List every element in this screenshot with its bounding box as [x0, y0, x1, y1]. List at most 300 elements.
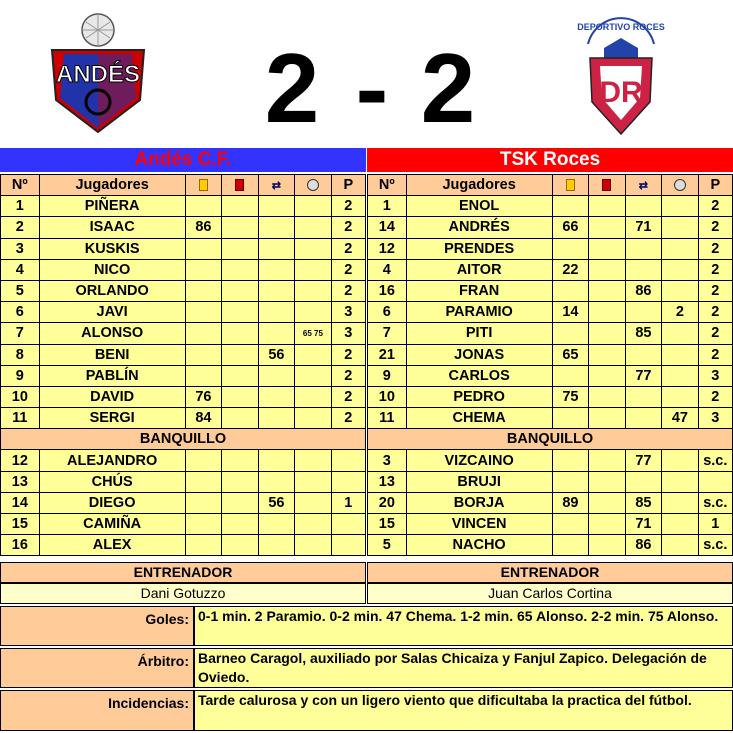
red-card-minute — [589, 450, 626, 471]
substitution-minute: 71 — [625, 217, 662, 238]
table-row — [1, 450, 366, 471]
player-points: 2 — [331, 344, 365, 365]
yellow-card-minute — [185, 365, 222, 386]
col-points: P — [698, 175, 732, 196]
table-row — [368, 514, 733, 535]
home-squad-table — [0, 174, 366, 556]
substitution-minute: 77 — [625, 450, 662, 471]
substitution-minute: 86 — [625, 535, 662, 556]
goal-minutes — [662, 259, 699, 280]
col-sub — [258, 175, 295, 196]
red-card-minute — [589, 217, 626, 238]
table-row — [1, 217, 366, 238]
player-number: 13 — [368, 471, 407, 492]
table-row — [368, 259, 733, 280]
player-name: ORLANDO — [39, 280, 185, 301]
goal-minutes — [295, 535, 332, 556]
player-number: 4 — [1, 259, 40, 280]
goal-minutes — [295, 302, 332, 323]
player-points: 1 — [331, 492, 365, 513]
substitution-minute — [625, 344, 662, 365]
player-number: 16 — [368, 280, 407, 301]
player-number: 9 — [1, 365, 40, 386]
col-red — [589, 175, 626, 196]
player-number: 16 — [1, 535, 40, 556]
player-number: 3 — [368, 450, 407, 471]
table-row — [368, 217, 733, 238]
table-row — [1, 302, 366, 323]
yellow-card-minute: 22 — [552, 259, 589, 280]
player-points — [331, 514, 365, 535]
substitution-icon: ⇄ — [638, 179, 648, 192]
score-separator: - — [355, 33, 389, 143]
player-name: PIÑERA — [39, 196, 185, 217]
red-card-minute — [222, 344, 259, 365]
col-players: Jugadores — [406, 175, 552, 196]
goal-minutes — [295, 386, 332, 407]
substitution-minute — [258, 514, 295, 535]
yellow-card-minute — [185, 535, 222, 556]
player-number: 11 — [1, 408, 40, 429]
substitution-minute — [625, 386, 662, 407]
roces-crest-icon — [577, 10, 665, 140]
player-points: 3 — [698, 365, 732, 386]
goal-minutes — [662, 217, 699, 238]
player-number: 1 — [1, 196, 40, 217]
goal-minutes — [295, 492, 332, 513]
player-points: 2 — [698, 259, 732, 280]
player-points: 3 — [331, 323, 365, 344]
player-name: NICO — [39, 259, 185, 280]
table-row — [1, 514, 366, 535]
player-points: 2 — [331, 196, 365, 217]
bench-header-row — [368, 429, 733, 450]
player-number: 1 — [368, 196, 407, 217]
player-number: 10 — [1, 386, 40, 407]
yellow-card-minute — [185, 323, 222, 344]
player-number: 7 — [1, 323, 40, 344]
player-points: 2 — [331, 386, 365, 407]
table-row — [368, 280, 733, 301]
goal-minutes — [295, 450, 332, 471]
table-row — [368, 450, 733, 471]
player-number: 5 — [1, 280, 40, 301]
goal-minutes — [662, 535, 699, 556]
player-points: 2 — [698, 280, 732, 301]
player-name: VINCEN — [406, 514, 552, 535]
yellow-card-minute — [185, 514, 222, 535]
player-name: ISAAC — [39, 217, 185, 238]
player-number: 6 — [1, 302, 40, 323]
yellow-card-minute — [552, 514, 589, 535]
player-points: 3 — [698, 408, 732, 429]
substitution-minute — [625, 238, 662, 259]
goals-label: Goles: — [0, 606, 194, 646]
player-number: 15 — [1, 514, 40, 535]
player-number: 12 — [368, 238, 407, 259]
andes-crest-icon — [44, 10, 152, 138]
player-points: 2 — [331, 217, 365, 238]
goal-minutes — [295, 471, 332, 492]
player-name: CHÚS — [39, 471, 185, 492]
red-card-minute — [222, 408, 259, 429]
bench-label: BANQUILLO — [368, 429, 733, 450]
yellow-card-minute: 14 — [552, 302, 589, 323]
ball-icon — [307, 179, 319, 191]
substitution-minute — [625, 259, 662, 280]
table-row — [368, 344, 733, 365]
substitution-minute — [625, 196, 662, 217]
yellow-card-minute — [552, 365, 589, 386]
table-row — [1, 408, 366, 429]
goal-minutes — [295, 408, 332, 429]
player-number: 9 — [368, 365, 407, 386]
player-points: 2 — [331, 408, 365, 429]
substitution-minute: 56 — [258, 344, 295, 365]
goal-minutes — [662, 514, 699, 535]
player-name: PITI — [406, 323, 552, 344]
table-row — [1, 471, 366, 492]
table-row — [1, 196, 366, 217]
red-card-icon — [602, 179, 611, 191]
substitution-minute — [258, 535, 295, 556]
player-number: 10 — [368, 386, 407, 407]
substitution-minute — [258, 365, 295, 386]
bench-header-row — [1, 429, 366, 450]
goal-minutes — [295, 344, 332, 365]
table-row — [1, 492, 366, 513]
substitution-minute — [625, 408, 662, 429]
table-row — [368, 365, 733, 386]
substitution-minute: 71 — [625, 514, 662, 535]
red-card-minute — [589, 238, 626, 259]
player-points: 3 — [331, 302, 365, 323]
table-row — [1, 238, 366, 259]
substitution-minute: 56 — [258, 492, 295, 513]
player-points: s.c. — [698, 535, 732, 556]
yellow-card-minute — [185, 259, 222, 280]
yellow-card-minute: 65 — [552, 344, 589, 365]
away-coach-label: ENTRENADOR — [367, 562, 733, 583]
goal-minutes — [662, 196, 699, 217]
player-number: 14 — [1, 492, 40, 513]
yellow-card-minute — [552, 450, 589, 471]
substitution-minute — [258, 302, 295, 323]
yellow-card-minute: 75 — [552, 386, 589, 407]
yellow-card-minute — [185, 196, 222, 217]
player-name: PRENDES — [406, 238, 552, 259]
substitution-minute — [625, 302, 662, 323]
player-points: 2 — [698, 323, 732, 344]
red-card-minute — [589, 492, 626, 513]
ball-icon — [674, 179, 686, 191]
table-row — [368, 471, 733, 492]
col-goal — [295, 175, 332, 196]
red-card-minute — [589, 535, 626, 556]
red-card-minute — [222, 535, 259, 556]
player-number: 8 — [1, 344, 40, 365]
col-yellow — [552, 175, 589, 196]
player-number: 2 — [1, 217, 40, 238]
away-team-name: TSK Roces — [367, 148, 733, 172]
incidents-text: Tarde calurosa y con un ligero viento que dificultaba la practica del fútbol. — [194, 690, 733, 731]
table-row — [368, 302, 733, 323]
substitution-minute — [258, 408, 295, 429]
substitution-icon: ⇄ — [271, 179, 281, 192]
table-row — [1, 365, 366, 386]
substitution-minute — [258, 238, 295, 259]
col-number: Nº — [1, 175, 40, 196]
player-name: ALEX — [39, 535, 185, 556]
red-card-minute — [222, 302, 259, 323]
table-row — [368, 408, 733, 429]
table-header-row — [1, 175, 366, 196]
substitution-minute — [625, 471, 662, 492]
goal-minutes — [295, 365, 332, 386]
substitution-minute — [258, 450, 295, 471]
player-name: VIZCAINO — [406, 450, 552, 471]
player-points — [331, 535, 365, 556]
away-squad-table — [367, 174, 733, 556]
red-card-minute — [589, 259, 626, 280]
yellow-card-minute: 89 — [552, 492, 589, 513]
table-row — [1, 280, 366, 301]
player-points: 2 — [698, 386, 732, 407]
player-number: 5 — [368, 535, 407, 556]
player-number: 15 — [368, 514, 407, 535]
yellow-card-minute — [185, 492, 222, 513]
goal-minutes — [662, 386, 699, 407]
yellow-card-icon — [199, 179, 208, 191]
player-name: CHEMA — [406, 408, 552, 429]
player-points: 2 — [331, 365, 365, 386]
goal-minutes — [295, 280, 332, 301]
table-row — [368, 535, 733, 556]
away-logo — [577, 10, 665, 140]
substitution-minute — [258, 259, 295, 280]
yellow-card-minute — [552, 280, 589, 301]
red-card-minute — [222, 492, 259, 513]
bench-label: BANQUILLO — [1, 429, 366, 450]
home-score: 2 — [264, 33, 320, 143]
home-logo — [44, 10, 152, 138]
player-points: s.c. — [698, 450, 732, 471]
player-name: CAMIÑA — [39, 514, 185, 535]
yellow-card-minute — [552, 323, 589, 344]
red-card-minute — [589, 323, 626, 344]
player-name: ALONSO — [39, 323, 185, 344]
player-number: 13 — [1, 471, 40, 492]
col-number: Nº — [368, 175, 407, 196]
player-number: 4 — [368, 259, 407, 280]
table-row — [1, 259, 366, 280]
player-name: PARAMIO — [406, 302, 552, 323]
col-sub — [625, 175, 662, 196]
player-name: BRUJI — [406, 471, 552, 492]
table-row — [1, 386, 366, 407]
substitution-minute — [258, 280, 295, 301]
goals-text: 0-1 min. 2 Paramio. 0-2 min. 47 Chema. 1-2 min. 65 Alonso. 2-2 min. 75 Alonso. — [194, 606, 733, 646]
red-card-minute — [589, 365, 626, 386]
svg-text:DR: DR — [599, 76, 643, 109]
yellow-card-minute — [552, 238, 589, 259]
substitution-minute: 85 — [625, 323, 662, 344]
yellow-card-minute — [185, 471, 222, 492]
yellow-card-minute — [185, 238, 222, 259]
svg-text:DEPORTIVO ROCES: DEPORTIVO ROCES — [577, 22, 665, 32]
goal-minutes — [295, 514, 332, 535]
svg-text:ANDÉS: ANDÉS — [55, 61, 141, 88]
player-number: 3 — [1, 238, 40, 259]
goal-minutes — [662, 323, 699, 344]
substitution-minute — [258, 217, 295, 238]
player-number: 20 — [368, 492, 407, 513]
substitution-minute — [258, 471, 295, 492]
player-points: 2 — [698, 302, 732, 323]
goal-minutes — [295, 259, 332, 280]
incidents-label: Incidencias: — [0, 690, 194, 731]
red-card-minute — [589, 408, 626, 429]
home-coach-label: ENTRENADOR — [0, 562, 366, 583]
player-name: BORJA — [406, 492, 552, 513]
table-row — [1, 535, 366, 556]
goal-minutes — [295, 238, 332, 259]
table-row — [1, 323, 366, 344]
player-name: AITOR — [406, 259, 552, 280]
goal-minutes — [662, 344, 699, 365]
col-players: Jugadores — [39, 175, 185, 196]
substitution-minute — [258, 386, 295, 407]
col-red — [222, 175, 259, 196]
red-card-minute — [222, 450, 259, 471]
substitution-minute: 77 — [625, 365, 662, 386]
table-row — [368, 386, 733, 407]
red-card-minute — [589, 280, 626, 301]
col-goal — [662, 175, 699, 196]
player-points — [698, 471, 732, 492]
table-row — [368, 196, 733, 217]
yellow-card-minute: 84 — [185, 408, 222, 429]
red-card-minute — [222, 323, 259, 344]
player-name: JAVI — [39, 302, 185, 323]
yellow-card-minute — [552, 471, 589, 492]
player-name: ALEJANDRO — [39, 450, 185, 471]
player-points: 2 — [331, 280, 365, 301]
red-card-minute — [589, 386, 626, 407]
player-points: 2 — [698, 196, 732, 217]
red-card-minute — [589, 344, 626, 365]
yellow-card-minute — [185, 344, 222, 365]
red-card-icon — [235, 179, 244, 191]
player-points: 2 — [331, 238, 365, 259]
table-header-row — [368, 175, 733, 196]
referee-label: Árbitro: — [0, 648, 194, 688]
player-number: 6 — [368, 302, 407, 323]
player-name: PABLÍN — [39, 365, 185, 386]
player-name: FRAN — [406, 280, 552, 301]
yellow-card-minute: 66 — [552, 217, 589, 238]
away-score: 2 — [420, 33, 476, 143]
yellow-card-icon — [566, 179, 575, 191]
player-points: 2 — [698, 344, 732, 365]
table-row — [368, 323, 733, 344]
player-number: 21 — [368, 344, 407, 365]
yellow-card-minute — [552, 535, 589, 556]
yellow-card-minute: 76 — [185, 386, 222, 407]
substitution-minute: 86 — [625, 280, 662, 301]
player-points — [331, 471, 365, 492]
player-name: NACHO — [406, 535, 552, 556]
player-name: SERGI — [39, 408, 185, 429]
player-points: 2 — [698, 238, 732, 259]
home-coach: Dani Gotuzzo — [0, 583, 366, 604]
player-name: JONAS — [406, 344, 552, 365]
red-card-minute — [222, 280, 259, 301]
red-card-minute — [589, 302, 626, 323]
col-points: P — [331, 175, 365, 196]
goal-minutes: 47 — [662, 408, 699, 429]
red-card-minute — [589, 514, 626, 535]
player-name: CARLOS — [406, 365, 552, 386]
red-card-minute — [222, 471, 259, 492]
red-card-minute — [222, 238, 259, 259]
goal-minutes — [662, 238, 699, 259]
player-points: 2 — [698, 217, 732, 238]
yellow-card-minute — [185, 302, 222, 323]
goal-minutes — [662, 471, 699, 492]
player-name: DIEGO — [39, 492, 185, 513]
red-card-minute — [222, 196, 259, 217]
player-name: PEDRO — [406, 386, 552, 407]
player-number: 12 — [1, 450, 40, 471]
substitution-minute — [258, 196, 295, 217]
player-points: s.c. — [698, 492, 732, 513]
red-card-minute — [222, 259, 259, 280]
red-card-minute — [589, 471, 626, 492]
goal-minutes — [295, 196, 332, 217]
red-card-minute — [222, 365, 259, 386]
referee-text: Barneo Caragol, auxiliado por Salas Chicaiza y Fanjul Zapico. Delegación de Oviedo. — [194, 648, 733, 688]
yellow-card-minute — [185, 280, 222, 301]
player-points: 2 — [331, 259, 365, 280]
yellow-card-minute — [185, 450, 222, 471]
goal-minutes: 65 75 — [295, 323, 332, 344]
table-row — [368, 238, 733, 259]
red-card-minute — [222, 386, 259, 407]
goal-minutes — [662, 280, 699, 301]
player-number: 7 — [368, 323, 407, 344]
player-points — [331, 450, 365, 471]
substitution-minute — [258, 323, 295, 344]
goal-minutes — [662, 492, 699, 513]
goal-minutes: 2 — [662, 302, 699, 323]
player-number: 14 — [368, 217, 407, 238]
away-coach: Juan Carlos Cortina — [367, 583, 733, 604]
table-row — [368, 492, 733, 513]
player-name: BENI — [39, 344, 185, 365]
yellow-card-minute — [552, 196, 589, 217]
player-name: ENOL — [406, 196, 552, 217]
col-yellow — [185, 175, 222, 196]
goal-minutes — [662, 450, 699, 471]
yellow-card-minute — [552, 408, 589, 429]
player-name: DAVID — [39, 386, 185, 407]
goal-minutes — [662, 365, 699, 386]
yellow-card-minute: 86 — [185, 217, 222, 238]
red-card-minute — [222, 514, 259, 535]
player-number: 11 — [368, 408, 407, 429]
player-points: 1 — [698, 514, 732, 535]
